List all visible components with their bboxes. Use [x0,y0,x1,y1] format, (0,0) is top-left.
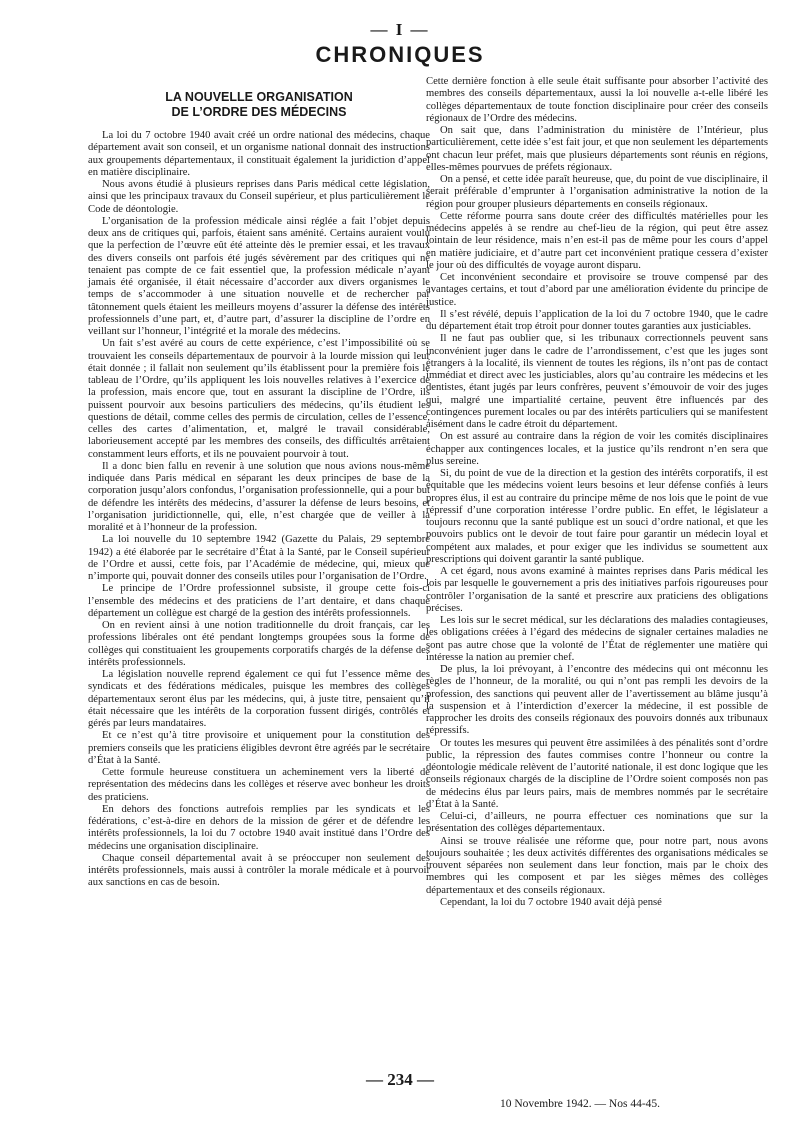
section-roman-numeral: — I — [370,20,430,39]
article-title-line-1: LA NOUVELLE ORGANISATION [165,90,353,104]
paragraph: De plus, la loi prévoyant, à l’encontre des médecins qui ont méconnu les règles de l’honneur, de la moralité, ou qui n’ont pas rempli les devoirs de la profession, des sanctions qui peuvent aller de l’avertissement au blâme jusqu’à la suspension et à l’interdiction d’exercer la médecine, il est possible de rapprocher les droits des conseils régionaux des pouvoirs donnés aux tribunaux répressifs. [426,664,768,737]
paragraph: Un fait s’est avéré au cours de cette expérience, c’est l’impossibilité où se trouvaient les conseils départementaux de pourvoir à la lourde mission qui leur était donnée ; il fallait non seulement qu’ils établissent pour la première fois le tableau de l’Ordre, qu’ils appliquent les lois nouvelles relatives à l’exercice de la profession, mais encore que, tout en assurant la discipline de l’Ordre, ils puissent pourvoir aux besoins particuliers des médecins, qu’ils étudient les questions de détail, comme celles des permis de circulation, celles de l’essence, celles des cartes d’alimentation, et, malgré le travail considérable, laborieusement accepté par les membres des conseils, des difficultés arrêtaient constamment leurs efforts, et ils ne pouvaient pourvoir à tout. [88,338,430,460]
paragraph: Le principe de l’Ordre professionnel subsiste, il groupe cette fois-ci l’ensemble des médecins et des praticiens de l’art dentaire, et dans chaque département un collègue est chargé de la gestion des intérêts professionnels. [88,583,430,619]
paragraph: Il s’est révélé, depuis l’application de la loi du 7 octobre 1940, que le cadre du département était trop étroit pour donner toutes garanties aux justiciables. [426,308,768,332]
paragraph: La législation nouvelle reprend également ce qui fut l’essence même des syndicats et des fédérations médicales, puisque les membres des collèges départementaux seront élus par les médecins, qui, à juste titre, pensaient qu’il était nécessaire que les intérêts de la corporation fussent dirigés, contrôlés et gérés par leurs mandataires. [88,669,430,729]
paragraph: Cette réforme pourra sans doute créer des difficultés matérielles pour les médecins appelés à se rendre au chef-lieu de la région, qui peut être assez lointain de leur résidence, mais n’en est-il pas de même pour les cours d’appel en matière judiciaire, et d’autre part cet inconvénient pratique cessera d’exister le jour où des difficultés de voyage auront disparu. [426,210,768,271]
paragraph: Il a donc bien fallu en revenir à une solution que nous avions nous-même indiquée dans Paris médical en séparant les deux principes de base de la corporation jusqu’alors confondus, l’organisation professionnelle, qui a pour but de défendre les intérêts des médecins, d’assurer la défense de leurs besoins, et l’organisation juridictionnelle, qui, elle, n’est chargée que de veiller à la moralité et à l’honneur de la profession. [88,460,430,533]
paragraph: Chaque conseil départemental avait à se préoccuper non seulement des intérêts professionnels, mais aussi à contrôler la morale médicale et à pourvoir aux sanctions en cas de besoin. [88,852,430,889]
paragraph: La loi nouvelle du 10 septembre 1942 (Gazette du Palais, 29 septembre 1942) a été élaborée par le secrétaire d’État à la Santé, par le Conseil supérieur de l’Ordre et aussi, cette fois, par l’Académie de médecine, qui, mieux que n’importe qui, pouvait donner des conseils utiles pour l’organisation de l’Ordre. [88,534,430,582]
paragraph: A cet égard, nous avons examiné à maintes reprises dans Paris médical les lois par lesquelle le gouvernement a pris des initiatives parfois rigoureuses pour contrôler l’organisation de la santé et prescrire aux praticiens des obligations précises. [426,566,768,614]
section-title: CHRONIQUES [315,42,485,67]
paragraph: Ainsi se trouve réalisée une réforme que, pour notre part, nous avons toujours souhaitée ; les deux activités différentes des organisations médicales se trouvent séparées non seulement dans leur fonction, mais par le choix des membres qui les composent et par les sièges mêmes des collèges départementaux et des conseils régionaux. [426,835,768,896]
paragraph: Il ne faut pas oublier que, si les tribunaux correctionnels peuvent sans inconvénient juger dans le cadre de l’arrondissement, c’est que les juges sont étrangers à la localité, ils viennent de toutes les régions, ils n’ont pas de contact immédiat et direct avec les justiciables, alors qu’au contraire les médecins et les dentistes, étant jugés par leurs confrères, peuvent s’émouvoir de voir des juges qui, malgré une impartialité certaine, peuvent être influencés par des contingences purement locales ou par des intérêts particuliers qui se manifestent aisément dans le cadre étroit du département. [426,333,768,430]
right-column [426,76,768,909]
paragraph: Cette dernière fonction à elle seule était suffisante pour absorber l’activité des membres des conseils départementaux, aussi la loi nouvelle a-t-elle libéré les collèges départementaux de toute fonction disciplinaire pour créer des conseils régionaux de l’Ordre des médecins. [426,76,768,124]
page-header [0,20,800,68]
paragraph: On a pensé, et cette idée paraît heureuse, que, du point de vue disciplinaire, il serait préférable d’emprunter à l’organisation administrative la notion de la région pour grouper plusieurs départements en conseils régionaux. [426,174,768,210]
page-number: — 234 — [366,1070,434,1089]
paragraph: En dehors des fonctions autrefois remplies par les syndicats et les fédérations, c’est-à-dire en dehors de la mission de gérer et de défendre les intérêts professionnels, la loi du 7 octobre 1940 avait institué dans l’Ordre des médecins une organisation disciplinaire. [88,803,430,852]
paragraph: Et ce n’est qu’à titre provisoire et uniquement pour la constitution des premiers conseils que les praticiens éligibles devront être agréés par le secrétaire d’État à la Santé. [88,730,430,766]
paragraph: Les lois sur le secret médical, sur les déclarations des maladies contagieuses, les obligations créées à l’égard des médecins de signaler certaines maladies ne sont pas autre chose que la volonté de l’État de réglementer une matière qui intéresse la nation au premier chef. [426,615,768,663]
paragraph: L’organisation de la profession médicale ainsi réglée a fait l’objet depuis deux ans de critiques qui, parfois, étaient sans aménité. Certains auraient voulu que la perfection de l’œuvre eût été atteinte dès le premier essai, et les travaux des divers conseils ont parfois été jugés sévèrement par des critiques qui ne tenaient pas compte de ce fait essentiel que, la profession médicale n’ayant jamais été organisée, il était nécessaire d’accorder aux divers organismes le temps de s’accommoder à une situation nouvelle et de rechercher par tâtonnement quels étaient les meilleurs moyens d’assurer la défense des intérêts professionnels d’une part, et, d’autre part, d’assurer la discipline de l’ordre en veillant sur l’honneur, l’intégrité et la morale des médecins. [88,215,430,337]
paragraph: Celui-ci, d’ailleurs, ne pourra effectuer ces nominations que sur la présentation des collèges départementaux. [426,811,768,835]
paragraph: Nous avons étudié à plusieurs reprises dans Paris médical cette législation, ainsi que les principaux travaux du Conseil supérieur, et plus particulièrement le Code de déontologie. [88,179,430,215]
paragraph: La loi du 7 octobre 1940 avait créé un ordre national des médecins, chaque département avait son conseil, et un organisme national donnait des instructions aux groupements départementaux, il constituait également la juridiction d’appel en matière disciplinaire. [88,130,430,178]
paragraph: Si, du point de vue de la direction et la gestion des intérêts corporatifs, il est équitable que les médecins voient leurs besoins et leur défense confiés à leurs propres élus, il est au contraire du principe même de nos lois que le point de vue répressif d’une corporation intéresse l’ordre public. En effet, le législateur a toujours reconnu que la santé publique est un souci d’ordre national, et que les pouvoirs publics ont le devoir de tout faire pour garantir un médecin loyal et compétent aux malades, et pour exiger que les individus se soumettent aux prescriptions qui doivent garantir la santé publique. [426,468,768,565]
paragraph: Cet inconvénient secondaire et provisoire se trouve compensé par des avantages certains, et tout d’abord par une amélioration évidente du principe de justice. [426,272,768,308]
issue-date: 10 Novembre 1942. — Nos 44-45. [500,1098,661,1110]
paragraph: Or toutes les mesures qui peuvent être assimilées à des pénalités sont d’ordre public, la répression des fautes commises contre l’honneur ou contre la déontologie médicale relèvent de l’autorité nationale, il est donc logique que les conseils régionaux chargés de la discipline de l’Ordre soient composés non pas de médecins élus par leurs pairs, mais de membres nommés par le secrétaire d’État à la Santé. [426,737,768,810]
left-column [88,76,430,890]
paragraph: Cette formule heureuse constituera un acheminement vers la liberté de représentation des médecins dans les collèges et réserve avec bonheur les droits des praticiens. [88,767,430,803]
paragraph: On sait que, dans l’administration du ministère de l’Intérieur, plus particulièrement, cette idée s’est fait jour, et que non seulement les départements ont chacun leur préfet, mais que plusieurs départements sont réunis en régions, elles-mêmes pourvues de préfets régionaux. [426,125,768,173]
article-title [88,90,430,120]
paragraph: On en revient ainsi à une notion traditionnelle du droit français, car les professions libérales ont été pendant longtemps groupées sous la forme de collèges qui constituaient les groupements corporatifs chargés de la défense des intérêts professionnels. [88,620,430,668]
paragraph: On est assuré au contraire dans la région de voir les comités disciplinaires échapper aux contingences locales, et la justice qu’ils rendront n’en sera que plus sereine. [426,431,768,467]
article-title-line-2: DE L’ORDRE DES MÉDECINS [171,105,347,119]
paragraph: Cependant, la loi du 7 octobre 1940 avait déjà pensé [440,896,662,908]
